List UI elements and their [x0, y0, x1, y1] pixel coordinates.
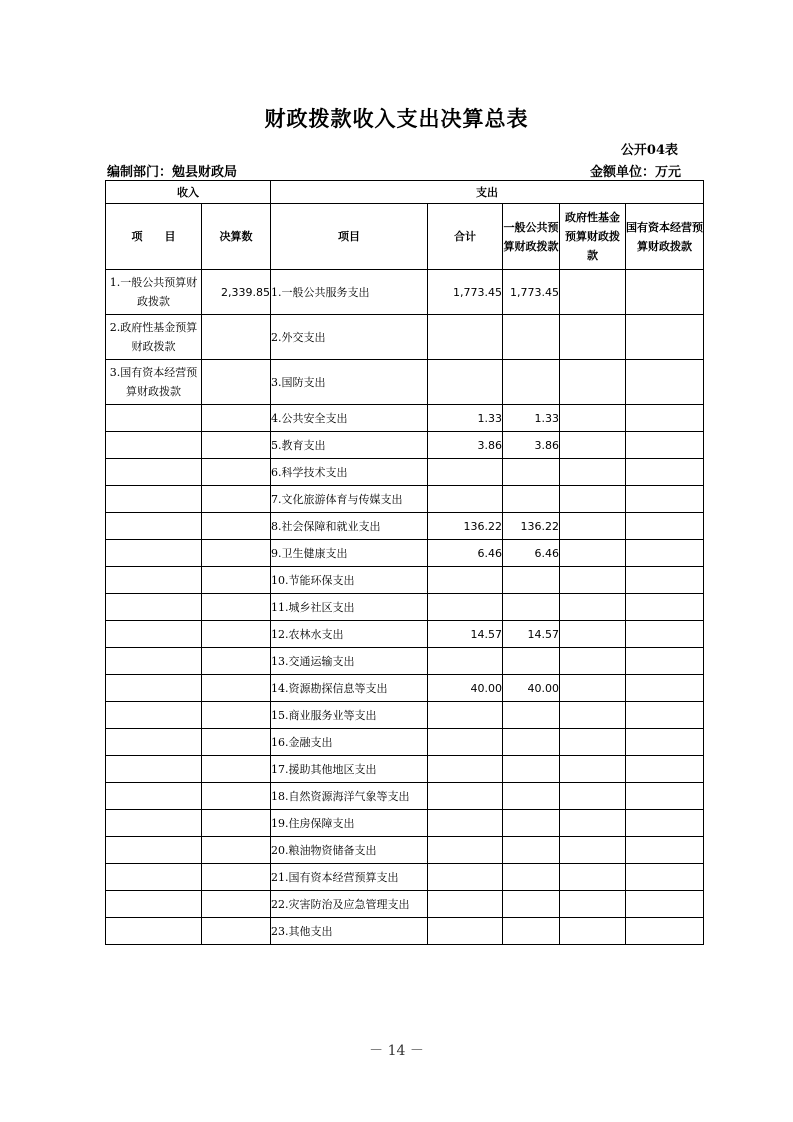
expense-fund-cell — [560, 621, 626, 648]
general-budget-header: 一般公共预算财政拨款 — [503, 204, 560, 270]
fiscal-summary-table — [105, 180, 704, 945]
expense-total-cell — [428, 594, 503, 621]
expense-state-capital-cell — [626, 621, 704, 648]
expense-general-cell — [503, 783, 560, 810]
expense-item-cell: 19.住房保障支出 — [271, 810, 428, 837]
expense-state-capital-cell — [626, 756, 704, 783]
table-row — [106, 783, 704, 810]
table-row — [106, 459, 704, 486]
income-item-cell — [106, 891, 202, 918]
expense-fund-cell — [560, 567, 626, 594]
income-item-cell — [106, 567, 202, 594]
expense-total-cell — [428, 702, 503, 729]
expense-total-cell — [428, 864, 503, 891]
expense-general-cell — [503, 729, 560, 756]
expense-state-capital-cell — [626, 270, 704, 315]
expense-item-cell: 2.外交支出 — [271, 315, 428, 360]
expense-total-cell: 1.33 — [428, 405, 503, 432]
expense-fund-cell — [560, 756, 626, 783]
income-item-cell — [106, 675, 202, 702]
expense-state-capital-cell — [626, 918, 704, 945]
expense-general-cell: 1,773.45 — [503, 270, 560, 315]
expense-state-capital-cell — [626, 648, 704, 675]
expense-general-cell: 3.86 — [503, 432, 560, 459]
income-item-cell — [106, 783, 202, 810]
expense-total-cell — [428, 486, 503, 513]
expense-state-capital-cell — [626, 594, 704, 621]
income-amount-cell — [202, 837, 271, 864]
expense-header: 支出 — [271, 181, 704, 204]
expense-item-cell: 4.公共安全支出 — [271, 405, 428, 432]
expense-general-cell — [503, 648, 560, 675]
expense-fund-cell — [560, 702, 626, 729]
table-row — [106, 270, 704, 315]
expense-total-cell — [428, 648, 503, 675]
income-amount-cell — [202, 486, 271, 513]
income-amount-cell — [202, 891, 271, 918]
income-amount-cell — [202, 432, 271, 459]
expense-total-cell — [428, 891, 503, 918]
expense-fund-cell — [560, 648, 626, 675]
expense-item-cell: 17.援助其他地区支出 — [271, 756, 428, 783]
income-amount-cell — [202, 405, 271, 432]
expense-state-capital-cell — [626, 315, 704, 360]
total-header: 合计 — [428, 204, 503, 270]
table-row — [106, 702, 704, 729]
expense-general-cell — [503, 486, 560, 513]
department-label: 编制部门：勉县财政局 — [107, 165, 238, 180]
expense-fund-cell — [560, 405, 626, 432]
expense-total-cell — [428, 783, 503, 810]
expense-item-cell: 10.节能环保支出 — [271, 567, 428, 594]
table-row — [106, 621, 704, 648]
expense-item-header: 项目 — [271, 204, 428, 270]
table-row — [106, 486, 704, 513]
page-title: 财政拨款收入支出决算总表 — [264, 106, 529, 131]
table-row — [106, 837, 704, 864]
table-row — [106, 675, 704, 702]
expense-item-cell: 15.商业服务业等支出 — [271, 702, 428, 729]
expense-general-cell: 1.33 — [503, 405, 560, 432]
expense-item-cell: 6.科学技术支出 — [271, 459, 428, 486]
income-item-header: 项 目 — [106, 204, 202, 270]
income-item-cell — [106, 540, 202, 567]
expense-state-capital-cell — [626, 486, 704, 513]
expense-fund-cell — [560, 594, 626, 621]
expense-item-cell: 8.社会保障和就业支出 — [271, 513, 428, 540]
income-item-cell — [106, 729, 202, 756]
expense-fund-cell — [560, 837, 626, 864]
table-row — [106, 891, 704, 918]
income-item-cell — [106, 459, 202, 486]
table-row — [106, 360, 704, 405]
unit-label: 金额单位：万元 — [589, 165, 681, 180]
income-amount-cell — [202, 864, 271, 891]
income-amount-cell — [202, 729, 271, 756]
table-row — [106, 918, 704, 945]
expense-total-cell — [428, 918, 503, 945]
expense-total-cell: 14.57 — [428, 621, 503, 648]
income-item-cell — [106, 918, 202, 945]
expense-general-cell — [503, 864, 560, 891]
expense-general-cell — [503, 315, 560, 360]
income-item-cell — [106, 837, 202, 864]
expense-state-capital-cell — [626, 864, 704, 891]
expense-state-capital-cell — [626, 432, 704, 459]
income-amount-cell — [202, 360, 271, 405]
income-item-cell — [106, 405, 202, 432]
expense-general-cell — [503, 360, 560, 405]
expense-item-cell: 1.一般公共服务支出 — [271, 270, 428, 315]
income-item-cell — [106, 756, 202, 783]
expense-state-capital-cell — [626, 837, 704, 864]
table-row — [106, 567, 704, 594]
income-amount-cell — [202, 756, 271, 783]
expense-state-capital-cell — [626, 540, 704, 567]
expense-fund-cell — [560, 675, 626, 702]
expense-item-cell: 12.农林水支出 — [271, 621, 428, 648]
expense-item-cell: 9.卫生健康支出 — [271, 540, 428, 567]
expense-item-cell: 3.国防支出 — [271, 360, 428, 405]
expense-general-cell: 6.46 — [503, 540, 560, 567]
expense-state-capital-cell — [626, 729, 704, 756]
income-amount-cell — [202, 567, 271, 594]
expense-fund-cell — [560, 918, 626, 945]
income-amount-cell — [202, 810, 271, 837]
expense-item-cell: 14.资源勘探信息等支出 — [271, 675, 428, 702]
expense-total-cell — [428, 837, 503, 864]
income-amount-cell — [202, 621, 271, 648]
expense-general-cell: 136.22 — [503, 513, 560, 540]
income-amount-cell — [202, 540, 271, 567]
income-item-cell — [106, 432, 202, 459]
table-row — [106, 729, 704, 756]
expense-total-cell — [428, 459, 503, 486]
income-item-cell — [106, 810, 202, 837]
expense-state-capital-cell — [626, 567, 704, 594]
expense-general-cell — [503, 594, 560, 621]
income-amount-cell — [202, 594, 271, 621]
expense-fund-cell — [560, 432, 626, 459]
income-item-cell: 1.一般公共预算财政拨款 — [106, 270, 202, 315]
income-item-cell: 2.政府性基金预算财政拨款 — [106, 315, 202, 360]
expense-fund-cell — [560, 486, 626, 513]
income-item-cell — [106, 648, 202, 675]
income-amount-cell — [202, 675, 271, 702]
expense-item-cell: 7.文化旅游体育与传媒支出 — [271, 486, 428, 513]
expense-total-cell — [428, 360, 503, 405]
expense-fund-cell — [560, 810, 626, 837]
expense-general-cell — [503, 702, 560, 729]
final-amount-header: 决算数 — [202, 204, 271, 270]
table-row — [106, 810, 704, 837]
expense-total-cell: 40.00 — [428, 675, 503, 702]
income-amount-cell — [202, 648, 271, 675]
expense-item-cell: 21.国有资本经营预算支出 — [271, 864, 428, 891]
page-number: － 14 － — [369, 1043, 424, 1059]
expense-total-cell: 136.22 — [428, 513, 503, 540]
table-row — [106, 756, 704, 783]
expense-fund-cell — [560, 513, 626, 540]
income-header: 收入 — [106, 181, 271, 204]
table-row — [106, 432, 704, 459]
form-number: 公开04表 — [620, 143, 678, 158]
expense-fund-cell — [560, 891, 626, 918]
income-amount-cell — [202, 702, 271, 729]
expense-item-cell: 18.自然资源海洋气象等支出 — [271, 783, 428, 810]
income-item-cell — [106, 621, 202, 648]
income-item-cell — [106, 594, 202, 621]
income-amount-cell — [202, 783, 271, 810]
income-amount-cell — [202, 315, 271, 360]
expense-fund-cell — [560, 360, 626, 405]
table-body — [106, 270, 704, 945]
table-row — [106, 540, 704, 567]
income-amount-cell — [202, 513, 271, 540]
income-item-cell — [106, 486, 202, 513]
expense-total-cell — [428, 315, 503, 360]
table-row — [106, 513, 704, 540]
income-item-cell — [106, 702, 202, 729]
expense-state-capital-cell — [626, 810, 704, 837]
income-amount-cell — [202, 918, 271, 945]
income-item-cell — [106, 513, 202, 540]
expense-general-cell: 14.57 — [503, 621, 560, 648]
expense-state-capital-cell — [626, 891, 704, 918]
expense-state-capital-cell — [626, 459, 704, 486]
expense-general-cell — [503, 810, 560, 837]
state-capital-header: 国有资本经营预算财政拨款 — [626, 204, 704, 270]
income-item-cell — [106, 864, 202, 891]
expense-item-cell: 5.教育支出 — [271, 432, 428, 459]
expense-item-cell: 22.灾害防治及应急管理支出 — [271, 891, 428, 918]
expense-total-cell — [428, 810, 503, 837]
expense-total-cell — [428, 567, 503, 594]
expense-fund-cell — [560, 864, 626, 891]
expense-total-cell — [428, 729, 503, 756]
expense-general-cell — [503, 891, 560, 918]
expense-state-capital-cell — [626, 702, 704, 729]
income-item-cell: 3.国有资本经营预算财政拨款 — [106, 360, 202, 405]
gov-fund-header: 政府性基金预算财政拨款 — [560, 204, 626, 270]
expense-general-cell — [503, 567, 560, 594]
expense-general-cell — [503, 459, 560, 486]
table-row — [106, 648, 704, 675]
expense-fund-cell — [560, 459, 626, 486]
table-row — [106, 405, 704, 432]
expense-state-capital-cell — [626, 513, 704, 540]
expense-fund-cell — [560, 540, 626, 567]
expense-state-capital-cell — [626, 360, 704, 405]
table-row — [106, 864, 704, 891]
expense-general-cell — [503, 837, 560, 864]
expense-general-cell — [503, 756, 560, 783]
income-amount-cell — [202, 459, 271, 486]
expense-general-cell — [503, 918, 560, 945]
expense-total-cell: 1,773.45 — [428, 270, 503, 315]
expense-item-cell: 11.城乡社区支出 — [271, 594, 428, 621]
expense-total-cell: 3.86 — [428, 432, 503, 459]
table-row — [106, 594, 704, 621]
expense-general-cell: 40.00 — [503, 675, 560, 702]
expense-fund-cell — [560, 783, 626, 810]
expense-item-cell: 23.其他支出 — [271, 918, 428, 945]
expense-item-cell: 16.金融支出 — [271, 729, 428, 756]
table-row — [106, 315, 704, 360]
expense-state-capital-cell — [626, 675, 704, 702]
income-amount-cell: 2,339.85 — [202, 270, 271, 315]
expense-total-cell: 6.46 — [428, 540, 503, 567]
expense-fund-cell — [560, 729, 626, 756]
expense-state-capital-cell — [626, 783, 704, 810]
expense-item-cell: 20.粮油物资储备支出 — [271, 837, 428, 864]
expense-item-cell: 13.交通运输支出 — [271, 648, 428, 675]
expense-fund-cell — [560, 315, 626, 360]
expense-state-capital-cell — [626, 405, 704, 432]
expense-fund-cell — [560, 270, 626, 315]
expense-total-cell — [428, 756, 503, 783]
